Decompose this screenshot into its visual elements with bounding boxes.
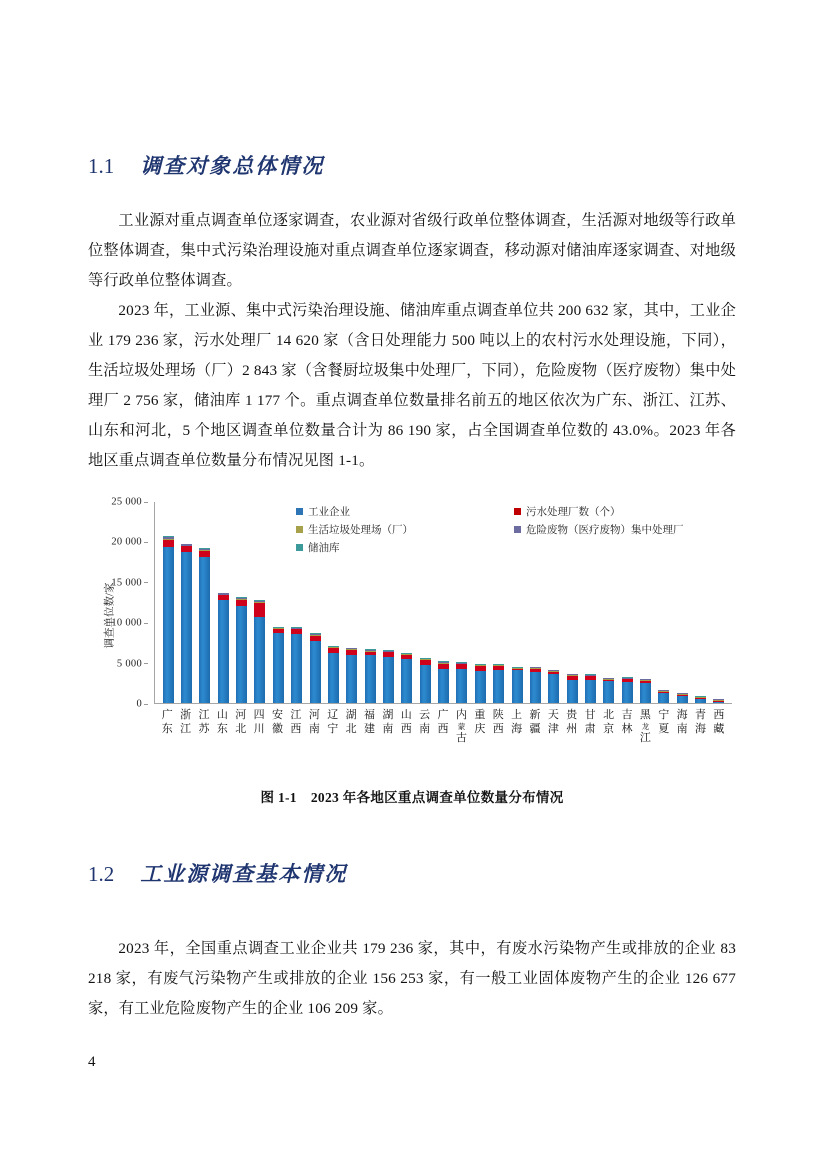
x-axis-label: 青 海 [695, 709, 707, 735]
y-axis-tick: 20 000 [111, 537, 142, 548]
bar-group [508, 502, 526, 703]
bar [438, 661, 449, 703]
bar-group [159, 502, 177, 703]
x-axis-label: 河 南 [308, 709, 320, 735]
x-axis-label: 海 南 [676, 709, 688, 735]
x-axis-label: 吉 林 [621, 709, 633, 735]
x-axis-label: 安 徽 [272, 709, 284, 735]
legend-label: 工业企业 [308, 506, 350, 518]
bar-segment [236, 606, 247, 703]
paragraph-3: 2023 年，全国重点调查工业企业共 179 236 家，其中，有废水污染物产生或排放的企业 83 218 家，有废气污染物产生或排放的企业 156 253 家，有一般工业固体废物产生的企业 126 677 家，有工业危险废物产生的企业 106 209 家。 [88, 940, 736, 1017]
bar-segment [218, 600, 229, 703]
bar [567, 674, 578, 703]
bar-group [636, 502, 654, 703]
bar [273, 627, 284, 703]
bar [530, 667, 541, 703]
bar [328, 646, 339, 703]
bar-segment [420, 665, 431, 703]
bar-segment [658, 693, 669, 703]
legend-label: 储油库 [308, 542, 340, 554]
bar [640, 679, 651, 703]
bar-segment [254, 617, 265, 703]
bar-group [563, 502, 581, 703]
x-axis-label: 河 北 [235, 709, 247, 735]
bar-group [398, 502, 416, 703]
bar-segment [163, 547, 174, 703]
x-axis-label: 四 川 [253, 709, 265, 735]
x-axis-label: 福 建 [363, 709, 375, 735]
x-axis-label: 辽 宁 [327, 709, 339, 735]
bar-group [306, 502, 324, 703]
page-content [88, 150, 736, 1024]
bar-group [710, 502, 728, 703]
paragraph-2: 2023 年，工业源、集中式污染治理设施、储油库重点调查单位共 200 632 家，其中，工业企业 179 236 家，污水处理厂 14 620 家（含日处理能力 500 吨以上的农村污水处理设施，下同），生活垃圾处理场（厂）2 843 家（含餐厨垃圾集中处理厂，下同），危险废物（医疗废物）集中处理厂 2 756 家，储油库 1 177 个。重点调查单位数量排名前五的地区依次为广东、浙江、江苏、山东和河北，5 个地区调查单位数量合计为 86 190 家，占全国调查单位数的 43.0%。2023 年各地区重点调查单位数量分布情况见图 1-1。 [88, 302, 736, 469]
plot-area-wrapper [154, 502, 732, 704]
bar-group [361, 502, 379, 703]
bar-segment [383, 657, 394, 703]
bar-segment [273, 633, 284, 703]
x-axis-label: 西 藏 [713, 709, 725, 735]
x-axis-label: 江 西 [290, 709, 302, 735]
bar [291, 627, 302, 703]
bar-segment [163, 540, 174, 547]
bar [401, 653, 412, 703]
y-axis-tick-mark [144, 663, 148, 664]
bar [383, 650, 394, 703]
bar [218, 593, 229, 703]
bars-container [155, 502, 732, 703]
bar [254, 600, 265, 703]
paragraph-1: 工业源对重点调查单位逐家调查，农业源对省级行政单位整体调查，生活源对地级等行政单位整体调查，集中式污染治理设施对重点调查单位逐家调查，移动源对储油库逐家调查、对地级等行政单位整体调查。 [88, 212, 736, 289]
y-axis-tick-mark [144, 582, 148, 583]
figure-1-1 [88, 496, 736, 805]
y-axis-tick: 10 000 [111, 618, 142, 629]
y-axis-tick: 25 000 [111, 497, 142, 508]
bar [695, 696, 706, 703]
bar-segment [254, 603, 265, 617]
section-title-2: 工业源调查基本情况 [140, 862, 348, 886]
x-axis-label: 湖 南 [382, 709, 394, 735]
bar-segment [640, 683, 651, 703]
bar-group [379, 502, 397, 703]
bar-segment [328, 653, 339, 703]
page-number: 4 [88, 1054, 96, 1070]
bar [677, 693, 688, 703]
plot-area [154, 502, 732, 704]
y-axis-tick-mark [144, 502, 148, 503]
bar-group [251, 502, 269, 703]
bar-segment [567, 680, 578, 703]
x-axis-label: 贵 州 [566, 709, 578, 735]
x-axis-label: 新 疆 [529, 709, 541, 735]
bar-group [618, 502, 636, 703]
y-axis-tick-mark [144, 623, 148, 624]
bar [456, 662, 467, 703]
y-axis-tick: 15 000 [111, 577, 142, 588]
bar-group [288, 502, 306, 703]
bar-group [545, 502, 563, 703]
bar-group [581, 502, 599, 703]
bar-segment [365, 655, 376, 703]
bar-segment [603, 681, 614, 703]
bar-group [526, 502, 544, 703]
bar-group [453, 502, 471, 703]
x-axis-label: 黑 龙 江 [639, 709, 651, 744]
x-axis-label: 重 庆 [474, 709, 486, 735]
section-title: 调查对象总体情况 [140, 154, 325, 178]
bar-segment [585, 680, 596, 703]
bar-group [214, 502, 232, 703]
bar-segment [438, 669, 449, 703]
bar [548, 670, 559, 703]
bar-segment [291, 634, 302, 703]
y-axis-tick-mark [144, 704, 148, 705]
x-axis-label: 湖 北 [345, 709, 357, 735]
section-heading-1-1 [88, 150, 736, 180]
x-axis-label: 山 东 [216, 709, 228, 735]
section-number: 1.1 [88, 154, 115, 178]
bar-segment [346, 655, 357, 703]
bar-group [416, 502, 434, 703]
bar [420, 658, 431, 703]
bar [365, 649, 376, 703]
bar-group [177, 502, 195, 703]
legend-label: 生活垃圾处理场（厂） [308, 524, 413, 536]
bar-segment [677, 696, 688, 703]
x-axis-label: 浙 江 [180, 709, 192, 735]
bar [713, 699, 724, 703]
figure-caption [88, 786, 736, 806]
bar [658, 690, 669, 703]
bar [585, 674, 596, 703]
section-heading-1-2 [88, 858, 736, 888]
y-axis-tick-mark [144, 542, 148, 543]
bar [199, 548, 210, 703]
bar-segment [493, 670, 504, 703]
bar-segment [310, 641, 321, 703]
y-axis-tick: 5 000 [117, 658, 142, 669]
y-axis-tick: 0 [136, 699, 142, 710]
x-axis [154, 708, 732, 770]
bar-segment [401, 659, 412, 703]
bar-group [655, 502, 673, 703]
bar-group [673, 502, 691, 703]
bar-group [343, 502, 361, 703]
bar-segment [512, 670, 523, 703]
bar-segment [622, 682, 633, 703]
bar [493, 664, 504, 703]
section-number-2: 1.2 [88, 862, 115, 886]
x-axis-label: 广 西 [437, 709, 449, 735]
bar-group [471, 502, 489, 703]
bar-segment [456, 669, 467, 703]
x-axis-label: 宁 夏 [658, 709, 670, 735]
bar-group [489, 502, 507, 703]
bar-group [434, 502, 452, 703]
x-axis-label: 甘 肃 [584, 709, 596, 735]
legend-label: 污水处理厂数（个） [526, 506, 621, 518]
bar-group [691, 502, 709, 703]
x-axis-label: 北 京 [603, 709, 615, 735]
x-axis-label: 广 东 [161, 709, 173, 735]
x-axis-label: 天 津 [547, 709, 559, 735]
bar-group [324, 502, 342, 703]
x-axis-label: 内 蒙 古 [455, 709, 467, 744]
bar-group [232, 502, 250, 703]
bar-segment [713, 702, 724, 703]
y-axis-title: 调查单位数/家 [104, 582, 116, 649]
x-axis-label: 云 南 [419, 709, 431, 735]
bar-group [196, 502, 214, 703]
bar-group [600, 502, 618, 703]
bar [181, 544, 192, 703]
bar [475, 664, 486, 703]
bar [236, 597, 247, 703]
bar-segment [475, 671, 486, 703]
figure-caption-label: 图 1-1 [260, 790, 297, 805]
x-axis-label: 上 海 [511, 709, 523, 735]
bar [622, 677, 633, 703]
bar [346, 648, 357, 703]
bar [512, 667, 523, 703]
bar-group [269, 502, 287, 703]
bar-segment [530, 672, 541, 704]
bar [310, 633, 321, 703]
bar-segment [199, 557, 210, 703]
bar-segment [695, 699, 706, 703]
y-axis [96, 496, 148, 710]
x-axis-label: 陕 西 [492, 709, 504, 735]
x-axis-label: 山 西 [400, 709, 412, 735]
bar-segment [181, 552, 192, 704]
legend-label: 危险废物（医疗废物）集中处理厂 [526, 524, 684, 536]
x-axis-label: 江 苏 [198, 709, 210, 735]
bar-chart [96, 498, 736, 780]
figure-caption-text: 2023 年各地区重点调查单位数量分布情况 [310, 790, 564, 805]
bar-segment [548, 674, 559, 703]
bar [163, 536, 174, 703]
bar [603, 678, 614, 703]
